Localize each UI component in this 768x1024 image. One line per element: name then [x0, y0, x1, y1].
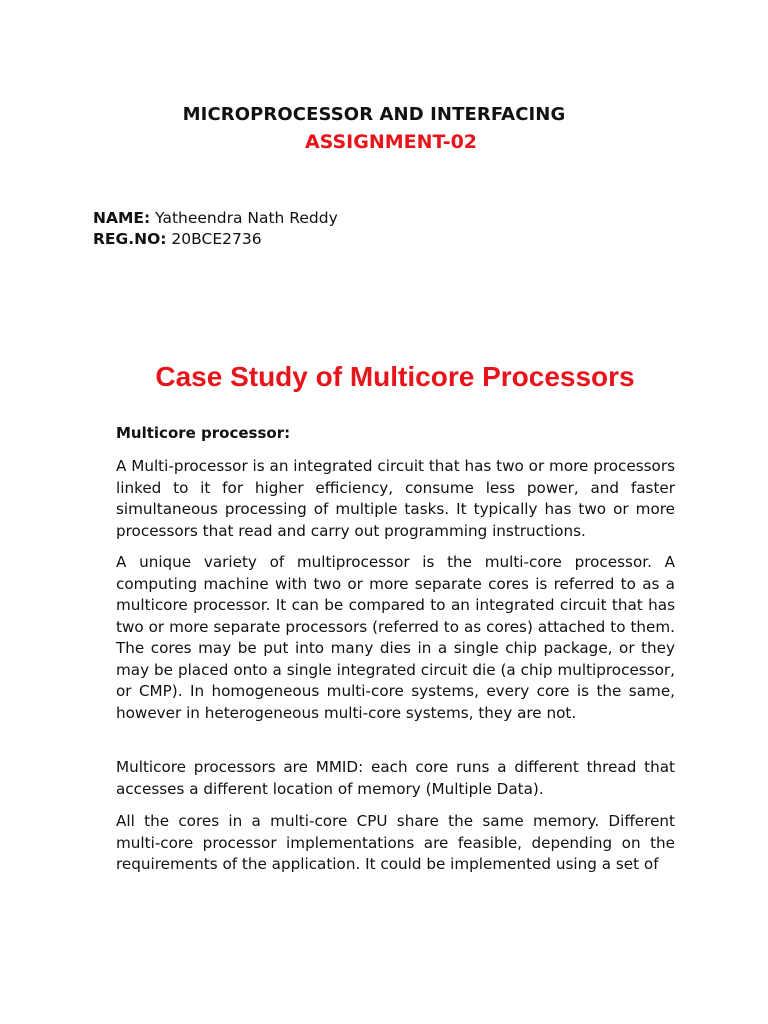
reg-row	[93, 229, 338, 250]
paragraph: Multicore processors are MMID: each core runs a different thread that accesses a different location of memory (Multiple Data).	[116, 758, 675, 798]
paragraph: A unique variety of multiprocessor is the multi-core processor. A computing machine with two or more separate cores is referred to as a multicore processor. It can be compared to an integrated circuit that has two or more separate processors (referred to as cores) attached to them. The cores may be put into many dies in a single chip package, or they may be placed onto a single integrated circuit die (a chip multiprocessor, or CMP). In homogeneous multi-core systems, every core is the same, however in heterogeneous multi-core systems, they are not.	[116, 553, 675, 722]
course-title: MICROPROCESSOR AND INTERFACING	[182, 104, 566, 125]
section-heading: Multicore processor:	[116, 424, 291, 442]
student-info	[93, 208, 338, 250]
paragraph: All the cores in a multi-core CPU share the same memory. Different multi-core processor implementations are feasible, depending on the requirements of the application. It could be implemented using a set of	[116, 812, 675, 873]
name-label: NAME:	[93, 209, 151, 227]
reg-value: 20BCE2736	[171, 230, 262, 248]
assignment-title: ASSIGNMENT-02	[304, 131, 478, 153]
reg-label: REG.NO:	[93, 230, 167, 248]
name-value: Yatheendra Nath Reddy	[155, 209, 338, 227]
paragraph: A Multi-processor is an integrated circuit that has two or more processors linked to it for higher efficiency, consume less power, and faster simultaneous processing of multiple tasks. It typically has two or more processors that read and carry out programming instructions.	[116, 457, 676, 540]
case-study-title: Case Study of Multicore Processors	[155, 361, 635, 392]
name-row	[93, 208, 338, 229]
